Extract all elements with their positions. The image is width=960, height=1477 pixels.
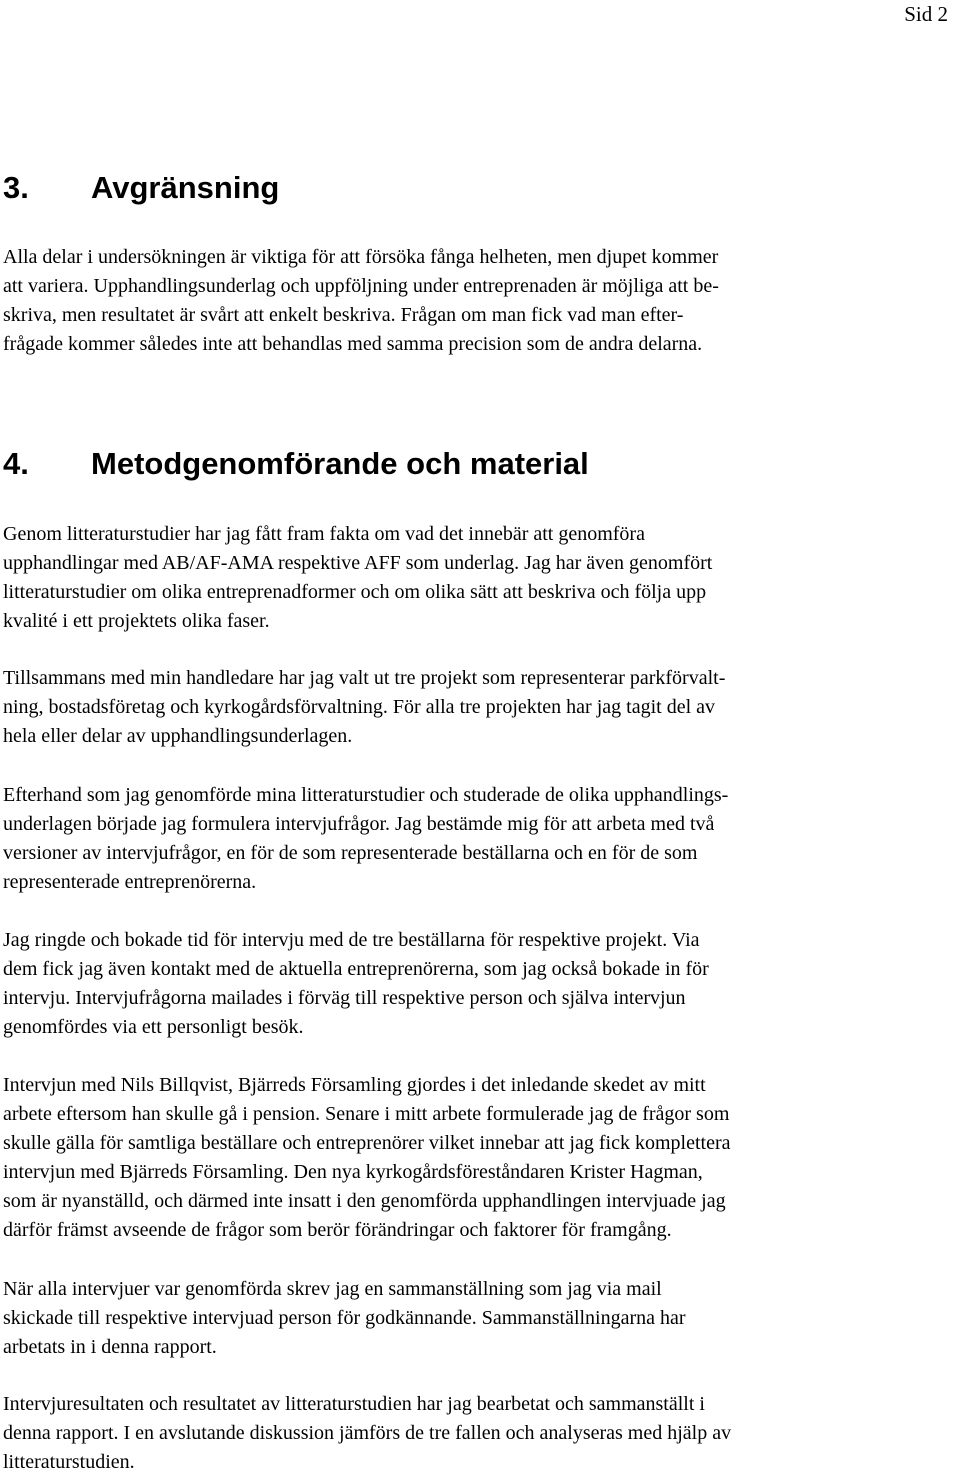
text-line: Genom litteraturstudier har jag fått fram fakta om vad det innebär att genomföra: [3, 523, 645, 545]
text-line: arbetats in i denna rapport.: [3, 1336, 217, 1358]
text-line: genomfördes via ett personligt besök.: [3, 1016, 304, 1038]
paragraph: [3, 1390, 731, 1477]
text-line: litteraturstudien.: [3, 1451, 135, 1473]
text-line: Intervjun med Nils Billqvist, Bjärreds Församling gjordes i det inledande skedet av mitt: [3, 1074, 706, 1096]
paragraph: [3, 926, 709, 1042]
text-line: intervjun med Bjärreds Församling. Den nya kyrkogårdsföreståndaren Krister Hagman,: [3, 1161, 703, 1183]
paragraph: [3, 243, 719, 359]
text-line: ning, bostadsföretag och kyrkogårdsförvaltning. För alla tre projekten har jag tagit del av: [3, 696, 716, 718]
text-line: skickade till respektive intervjuad person för godkännande. Sammanställningarna har: [3, 1307, 686, 1329]
text-line: dem fick jag även kontakt med de aktuella entreprenörerna, som jag också bokade in för: [3, 958, 709, 980]
paragraph: [3, 1071, 730, 1245]
text-line: arbete eftersom han skulle gå i pension. Senare i mitt arbete formulerade jag de frågor som: [3, 1103, 730, 1125]
text-line: versioner av intervjufrågor, en för de som representerade beställarna och en för de som: [3, 842, 698, 864]
text-line: representerade entreprenörerna.: [3, 871, 257, 893]
section-number: 3.: [3, 170, 29, 205]
text-line: skriva, men resultatet är svårt att enkelt beskriva. Frågan om man fick vad man efter-: [3, 304, 684, 326]
text-line: Jag ringde och bokade tid för intervju med de tre beställarna för respektive projekt. Via: [3, 929, 700, 951]
text-line: När alla intervjuer var genomförda skrev jag en sammanställning som jag via mail: [3, 1278, 662, 1300]
text-line: Efterhand som jag genomförde mina litteraturstudier och studerade de olika upphandlings-: [3, 784, 729, 806]
text-line: upphandlingar med AB/AF-AMA respektive AFF som underlag. Jag har även genomfört: [3, 552, 713, 574]
section-title: Avgränsning: [91, 170, 280, 205]
text-line: skulle gälla för samtliga beställare och entreprenörer vilket innebar att jag fick komplettera: [3, 1132, 731, 1154]
paragraph: [3, 520, 712, 636]
page-number: Sid 2: [904, 2, 948, 26]
paragraph: [3, 664, 725, 751]
section-heading-3: [3, 170, 279, 206]
text-line: Tillsammans med min handledare har jag valt ut tre projekt som representerar parkförvalt-: [3, 667, 726, 689]
text-line: att variera. Upphandlingsunderlag och uppföljning under entreprenaden är möjliga att be-: [3, 275, 719, 297]
text-line: intervju. Intervjufrågorna mailades i förväg till respektive person och själva intervjun: [3, 987, 686, 1009]
section-title: Metodgenomförande och material: [91, 446, 589, 481]
text-line: litteraturstudier om olika entreprenadformer och om olika sätt att beskriva och följa upp: [3, 581, 707, 603]
text-line: Alla delar i undersökningen är viktiga för att försöka fånga helheten, men djupet kommer: [3, 246, 719, 268]
paragraph: [3, 1275, 686, 1362]
text-line: Intervjuresultaten och resultatet av litteraturstudien har jag bearbetat och sammanställt i: [3, 1393, 705, 1415]
text-line: frågade kommer således inte att behandlas med samma precision som de andra delarna.: [3, 333, 703, 355]
text-line: hela eller delar av upphandlingsunderlagen.: [3, 725, 353, 747]
text-line: därför främst avseende de frågor som berör förändringar och faktorer för framgång.: [3, 1219, 672, 1241]
text-line: denna rapport. I en avslutande diskussion jämförs de tre fallen och analyseras med hjälp av: [3, 1422, 732, 1444]
text-line: underlagen började jag formulera intervjufrågor. Jag bestämde mig för att arbeta med två: [3, 813, 715, 835]
paragraph: [3, 781, 728, 897]
text-line: kvalité i ett projektets olika faser.: [3, 610, 270, 632]
section-heading-4: [3, 446, 589, 482]
text-line: som är nyanställd, och därmed inte insatt i den genomförda upphandlingen intervjuade jag: [3, 1190, 726, 1212]
section-number: 4.: [3, 446, 29, 481]
